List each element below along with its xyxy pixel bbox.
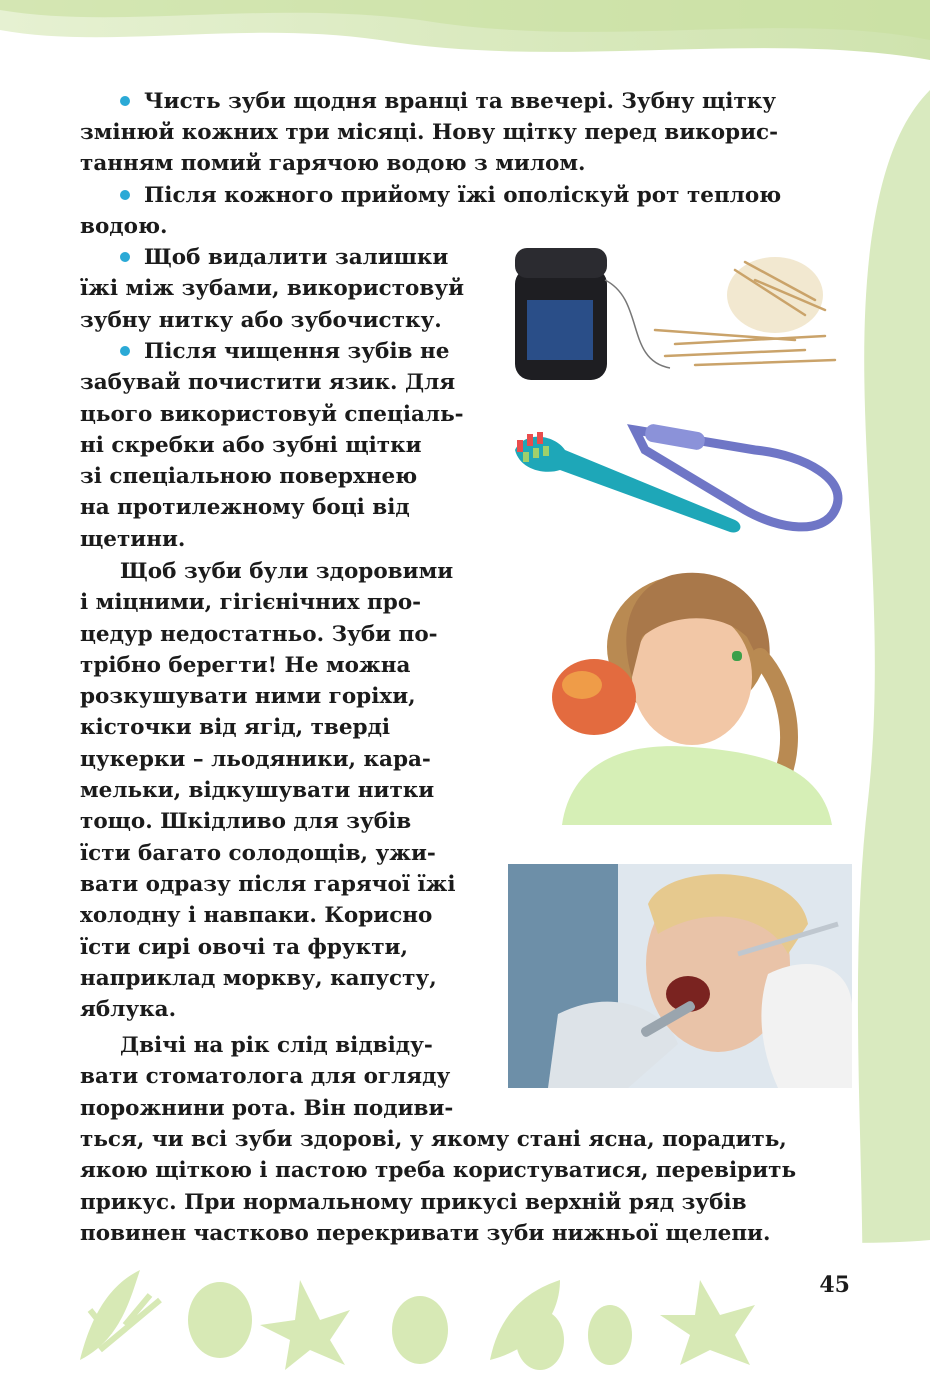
line: ні скребки або зубні щітки xyxy=(80,432,422,458)
paragraph-brushing xyxy=(80,86,852,117)
leaves-decoration xyxy=(0,1240,930,1374)
line: їжі між зубами, використовуй xyxy=(80,276,465,302)
line: Щоб видалити залишки xyxy=(80,242,485,273)
line: Щоб зуби були здоровими xyxy=(120,559,454,584)
floss-toothpicks-image xyxy=(505,240,845,390)
line: Після чищення зубів не xyxy=(80,336,485,367)
line: мельки, відкушувати нитки xyxy=(80,778,435,804)
line: цедур недостатньо. Зуби по- xyxy=(80,621,438,647)
toothbrush-scraper-image xyxy=(505,410,845,545)
line: кісточки від ягід, тверді xyxy=(80,715,391,741)
girl-apple-image xyxy=(522,567,847,825)
line: водою. xyxy=(80,214,168,240)
paragraph-dentist xyxy=(80,1030,485,1124)
line: забувай почистити язик. Для xyxy=(80,370,456,396)
line: і міцними, гігієнічних про- xyxy=(80,590,422,616)
line: яблука. xyxy=(80,997,177,1023)
paragraph-brushing-cont xyxy=(80,117,852,180)
paragraph-rinse xyxy=(80,180,852,243)
line: трібно берегти! Не можна xyxy=(80,652,411,678)
line: якою щіткою і пастою треба користуватися, перевірить xyxy=(80,1158,797,1184)
line: цукерки – льодяники, кара- xyxy=(80,746,431,772)
line: Після кожного прийому їжі ополіскуй рот теплою xyxy=(80,180,852,211)
line: прикус. При нормальному прикусі верхній ряд зубів xyxy=(80,1189,747,1215)
line: вати одразу після гарячої їжі xyxy=(80,871,456,897)
paragraph-protect-teeth xyxy=(80,556,485,1025)
line: цього використовуй спеціаль- xyxy=(80,401,464,427)
line: їсти багато солодощів, ужи- xyxy=(80,840,436,866)
line: ться, чи всі зуби здорові, у якому стані ясна, порадить, xyxy=(80,1127,787,1152)
paragraph-tongue xyxy=(80,336,485,555)
line: змінюй кожних три місяці. Нову щітку перед викорис- xyxy=(80,120,779,145)
line: зі спеціальною поверхнею xyxy=(80,464,418,490)
line: зубну нитку або зубочистку. xyxy=(80,307,442,333)
line: танням помий гарячою водою з милом. xyxy=(80,151,586,177)
paragraph-dentist-cont xyxy=(80,1124,852,1249)
line: наприклад моркву, капусту, xyxy=(80,965,437,991)
paragraph-floss xyxy=(80,242,485,336)
line: тощо. Шкідливо для зубів xyxy=(80,809,412,835)
page-number: 45 xyxy=(819,1272,850,1298)
line: вати стоматолога для огляду xyxy=(80,1064,451,1090)
dentist-image xyxy=(508,864,852,1088)
line: щетини. xyxy=(80,526,186,552)
line: їсти сирі овочі та фрукти, xyxy=(80,934,408,960)
line: на протилежному боці від xyxy=(80,495,410,521)
line: Двічі на рік слід відвіду- xyxy=(120,1033,433,1058)
line: Чисть зуби щодня вранці та ввечері. Зубну щітку xyxy=(80,86,852,117)
line: холодну і навпаки. Корисно xyxy=(80,903,433,929)
line: порожнини рота. Він подиви- xyxy=(80,1095,454,1121)
line: повинен частково перекривати зуби нижньої щелепи. xyxy=(80,1220,771,1246)
line: розкушувати ними горіхи, xyxy=(80,684,416,710)
